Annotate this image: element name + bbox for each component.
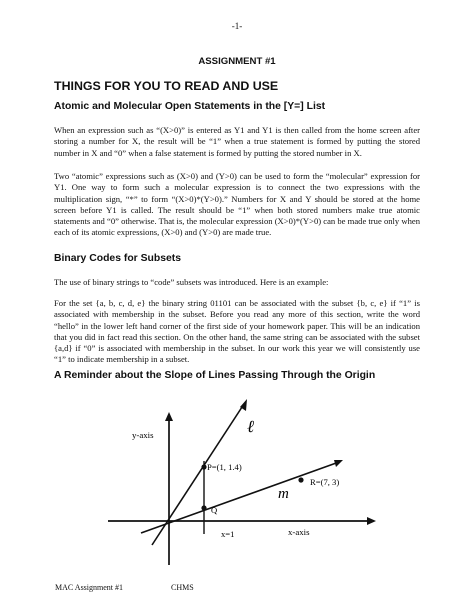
section-heading-binary: Binary Codes for Subsets	[54, 253, 182, 264]
paragraph-binary-1: The use of binary strings to “code” subsets was introduced. Here is an example:	[54, 277, 329, 287]
paragraph-binary-2: For the set {a, b, c, d, e} the binary string 01101 can be associated with the subset {b, c, e} if “1” is associated with membership in the subset. Before you read any more of this section, write the word “hello” in the lower left hand corner of the first side of your homework paper. This will be an indication that you did in fact read this section. On the other hand, the same string can be associated with the subset {a,d} if “0” is associated with membership in the subset. In our work this year we will consistently use “1” to indicate membership in a subset.	[54, 298, 420, 365]
y-axis-label: y-axis	[132, 430, 154, 440]
line-m-arrow	[334, 460, 343, 467]
x-axis-arrow	[367, 517, 376, 525]
point-p	[201, 464, 206, 469]
point-q-label: Q	[211, 505, 218, 515]
line-l-label: ℓ	[247, 417, 255, 436]
page-number: -1-	[231, 21, 243, 31]
main-heading: THINGS FOR YOU TO READ AND USE	[54, 79, 279, 93]
point-r-label: R=(7, 3)	[310, 477, 340, 487]
line-m-label: m	[278, 486, 289, 502]
y-axis-arrow	[165, 412, 173, 421]
section-heading-atomic: Atomic and Molecular Open Statements in the [Y=] List	[54, 101, 326, 112]
point-q	[201, 505, 206, 510]
point-r	[298, 477, 303, 482]
paragraph-atomic-2: Two “atomic” expressions such as (X>0) and (Y>0) can be used to form the “molecular” expression for Y1. One way to form such a molecular expression is to connect the two expressions with the multiplication sign, “*” to form “(X>0)*(Y>0).” Numbers for X and Y should be stored at the home screen before Y1 is called. The result should be “1” when both stored numbers make true atomic statements and “0” otherwise. That is, the molecular expression (X>0)*(Y>0) can be made true only when each of its atomic expressions, (X>0) and (Y>0) are made true.	[54, 171, 420, 238]
footer-left: MAC Assignment #1	[55, 583, 124, 592]
footer-center: CHMS	[171, 583, 194, 592]
x-axis-label: x-axis	[288, 527, 310, 537]
section-heading-slope: A Reminder about the Slope of Lines Passing Through the Origin	[54, 370, 376, 381]
assignment-title: ASSIGNMENT #1	[198, 56, 276, 67]
point-p-label: P=(1, 1.4)	[207, 462, 242, 472]
line-m	[141, 462, 339, 533]
paragraph-atomic-1: When an expression such as “(X>0)” is entered as Y1 and Y1 is then called from the home screen after storing a number for X, the result will be “1” when a true statement is formed by putting the stored number in X and “0” when a false statement is formed by putting the stored number in X.	[54, 125, 420, 158]
x-equals-1-label: x=1	[221, 529, 235, 539]
